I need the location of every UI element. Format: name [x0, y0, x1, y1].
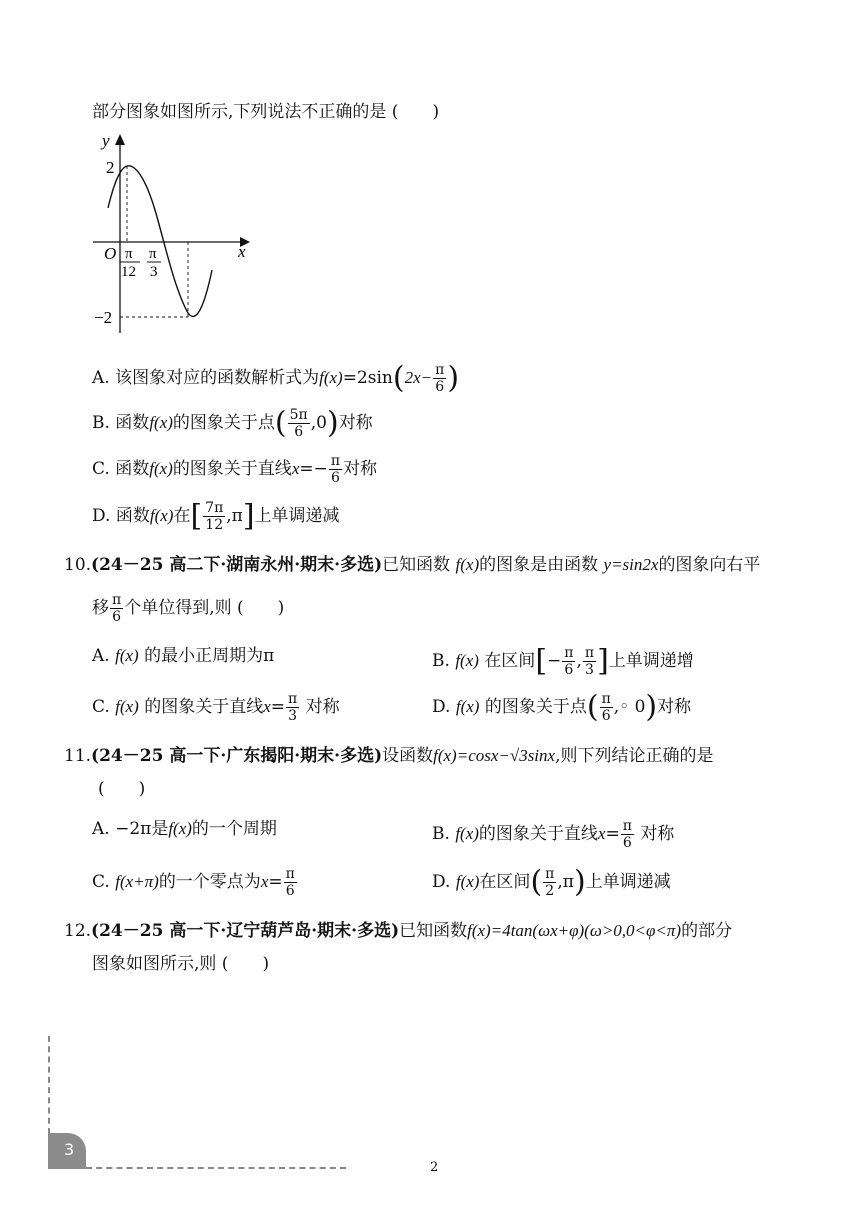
- q9-c-mid: 的图象关于直线: [172, 459, 292, 479]
- q10-option-c[interactable]: C. f(x) 的图象关于直线x= $\frac{\pi}{3}$ 对称: [92, 691, 340, 724]
- q10-option-a[interactable]: A. f(x) 的最小正周期为π: [92, 646, 275, 666]
- q11-number: 11.: [64, 746, 92, 766]
- q9-d-pre: D. 函数: [92, 506, 150, 526]
- q10-option-b[interactable]: B. f(x) 在区间[− $\frac{\pi}{6}$ , $\frac{\pi}{3}$ ]上单调递增: [432, 643, 694, 679]
- q9-c-fx: f(x): [149, 459, 173, 478]
- q9-a-pre: A. 该图象对应的函数解析式为: [92, 368, 320, 388]
- q9-d-tail: ,π: [226, 506, 243, 526]
- q9-c-x: x: [291, 459, 300, 478]
- corner-page-tab: [48, 1133, 86, 1169]
- q11-option-d[interactable]: D. f(x)在区间( $\frac{\pi}{2}$ ,π)上单调递减: [432, 864, 671, 900]
- q9-c-frac: $\frac{\pi}{6}$: [330, 453, 341, 486]
- paren-left: (: [392, 360, 405, 396]
- sine-graph: [88, 128, 258, 338]
- q11-option-a[interactable]: A. −2π是f(x)的一个周期: [92, 819, 277, 839]
- q10-source: (24－25 高二下·湖南永州·期末·多选): [91, 555, 383, 575]
- corner-number: 3: [64, 1140, 75, 1159]
- q11-option-c[interactable]: C. f(x+π)的一个零点为x= $\frac{\pi}{6}$: [92, 866, 295, 899]
- paren-right: ): [447, 360, 460, 396]
- q12-stem-line1: 12.(24－25 高一下·辽宁葫芦岛·期末·多选)已知函数f(x)=4tan(ωx+φ)(ω>0,0<φ<π)的部分: [64, 921, 733, 941]
- y-axis-label: y: [102, 131, 110, 150]
- q9-d-post: 上单调递减: [254, 506, 340, 526]
- q11-source: (24－25 高一下·广东揭阳·期末·多选): [91, 746, 383, 766]
- paren-right: ): [326, 405, 339, 441]
- q9-d-mid: 在: [173, 506, 191, 526]
- q12-source: (24－25 高一下·辽宁葫芦岛·期末·多选): [91, 921, 400, 941]
- tick1-num: π: [125, 246, 133, 262]
- q10-option-d[interactable]: D. f(x) 的图象关于点( $\frac{\pi}{6}$ ,◦ 0)对称: [432, 689, 692, 725]
- q9-c-post: 对称: [343, 459, 378, 479]
- q10-frac: $\frac{\pi}{6}$: [112, 592, 122, 625]
- curve: [108, 166, 212, 317]
- footer-dashed-line: [86, 1167, 346, 1169]
- q12-stem-line2: 图象如图所示,则 ( ): [92, 954, 270, 974]
- q11-stem-line2: ( ): [98, 779, 146, 799]
- y-max-label: 2: [106, 158, 115, 177]
- origin-label: O: [104, 244, 117, 263]
- q9-b-mid: 的图象关于点: [172, 413, 275, 433]
- paren-left: (: [274, 405, 287, 441]
- q9-b-pre: B. 函数: [92, 413, 150, 433]
- page-number: 2: [430, 1160, 439, 1175]
- q9-b-frac: $\frac{5\pi}{6}$: [289, 407, 308, 440]
- y-axis-arrow: [115, 134, 125, 145]
- q9-a-frac: $\frac{\pi}{6}$: [435, 362, 445, 395]
- q9-c-eq: =−: [299, 459, 328, 479]
- q9-d-fx: f(x): [149, 506, 174, 525]
- y-min-label: −2: [94, 308, 113, 327]
- q9-b-post: 对称: [338, 413, 373, 433]
- tick2-num: π: [149, 246, 157, 262]
- q10-number: 10.: [64, 555, 92, 575]
- bracket-left: [: [190, 498, 203, 534]
- margin-dashed-line: [48, 1036, 50, 1134]
- x-axis-label: x: [238, 242, 246, 261]
- q9-d-frac: $\frac{7\pi}{12}$: [205, 500, 224, 533]
- q9-a-fx: f(x): [319, 368, 343, 387]
- question-intro: 部分图象如图所示,下列说法不正确的是 ( ): [92, 102, 440, 122]
- q9-c-pre: C. 函数: [92, 459, 150, 479]
- q9-a-eq: =2sin: [342, 368, 393, 388]
- q9-option-b[interactable]: [92, 407, 373, 440]
- q9-a-inner: 2x−: [404, 368, 433, 387]
- q10-stem-line1: 10.(24－25 高二下·湖南永州·期末·多选)已知函数 f(x)的图象是由函数 y=sin2x的图象向右平: [64, 555, 761, 575]
- q11-stem-line1: 11.(24－25 高一下·广东揭阳·期末·多选)设函数f(x)=cosx−√3sinx,则下列结论正确的是: [64, 746, 714, 766]
- q10-stem-line2: 移 $\frac{\pi}{6}$ 个单位得到,则 ( ): [92, 592, 285, 625]
- q9-b-tail: ,0: [310, 413, 327, 433]
- tick1-den: 12: [121, 264, 136, 280]
- q11-option-b[interactable]: B. f(x)的图象关于直线x= $\frac{\pi}{6}$ 对称: [432, 818, 675, 851]
- tick2-den: 3: [150, 264, 158, 280]
- q9-b-fx: f(x): [149, 413, 173, 432]
- q12-number: 12.: [64, 921, 92, 941]
- q9-option-d[interactable]: [92, 500, 340, 533]
- q9-option-a[interactable]: [92, 362, 459, 395]
- bracket-right: ]: [242, 498, 255, 534]
- q9-option-c[interactable]: [92, 453, 377, 486]
